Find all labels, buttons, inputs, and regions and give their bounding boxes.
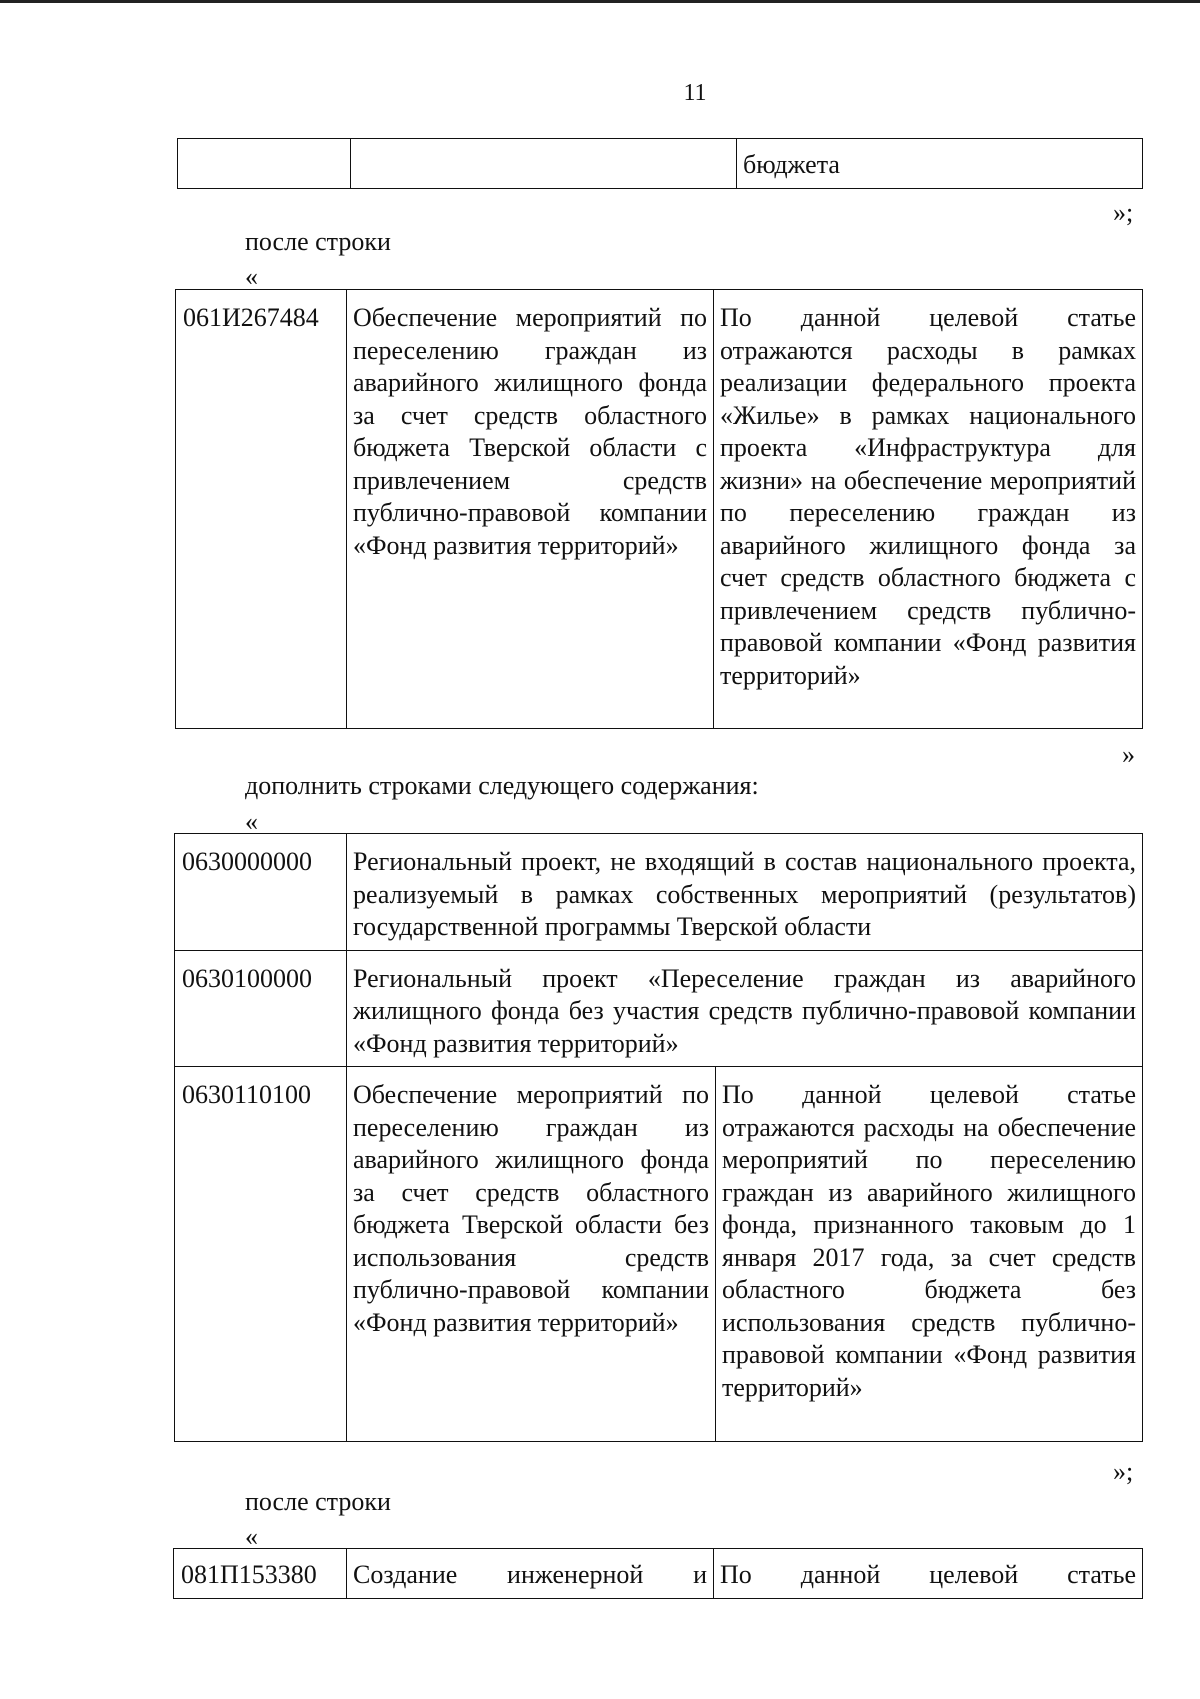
opening-quote: « <box>245 807 258 836</box>
closing-quote: » <box>1122 740 1135 769</box>
table-row <box>178 139 1143 189</box>
table-cell-name: Обеспечение мероприятий по переселению граждан из аварийного жилищного фонда за счет средств областного бюджета Тверской области с привлечением средств публично-правовой компании «Фонд развития территорий» <box>347 290 714 729</box>
table-row <box>175 950 1143 1067</box>
table-row <box>176 290 1143 729</box>
instruction-text: после строки <box>245 1487 391 1516</box>
table-cell-code: 081П153380 <box>174 1549 347 1599</box>
closing-quote: »; <box>1113 1457 1134 1486</box>
instruction-text: после строки <box>245 227 391 256</box>
opening-quote: « <box>245 1522 258 1551</box>
table-new-rows <box>174 833 1143 1442</box>
table-cell-code: 0630100000 <box>175 950 347 1067</box>
closing-quote: »; <box>1113 198 1134 227</box>
table-cell-code: 061И267484 <box>176 290 347 729</box>
table-cell-name: Региональный проект, не входящий в состав национального проекта, реализуемый в рамках собственных мероприятий (результатов) государственной программы Тверской области <box>347 834 1143 951</box>
table-cell-name <box>351 139 737 189</box>
table-cell-description: По данной целевой статье отражаются расходы на обеспечение мероприятий по переселению граждан из аварийного жилищного фонда, признанного таковым до 1 января 2017 года, за счет средств областного бюджета без использования средств публично-правовой компании «Фонд развития территорий» <box>716 1067 1143 1442</box>
table-fragment-top <box>177 138 1143 189</box>
table-row <box>175 1067 1143 1442</box>
table-cell-name: Региональный проект «Переселение граждан из аварийного жилищного фонда без участия средств публично-правовой компании «Фонд развития территорий» <box>347 950 1143 1067</box>
table-cell-name: Обеспечение мероприятий по переселению граждан из аварийного жилищного фонда за счет средств областного бюджета Тверской области без использования средств публично-правовой компании «Фонд развития территорий» <box>347 1067 716 1442</box>
table-cell-code: 0630000000 <box>175 834 347 951</box>
table-after-row <box>175 289 1143 729</box>
table-cell-description: По данной целевой статье отражаются расходы в рамках реализации федерального проекта «Жилье» в рамках национального проекта «Инфраструктура для жизни» на обеспечение мероприятий по переселению граждан из аварийного жилищного фонда за счет средств областного бюджета с привлечением средств публично-правовой компании «Фонд развития территорий» <box>714 290 1143 729</box>
page-number: 11 <box>683 80 707 106</box>
scan-edge <box>0 0 1200 3</box>
table-cell-code: 0630110100 <box>175 1067 347 1442</box>
table-cell-description: бюджета <box>737 139 1143 189</box>
opening-quote: « <box>245 262 258 291</box>
table-row <box>174 1549 1143 1599</box>
table-cell-code <box>178 139 351 189</box>
instruction-text: дополнить строками следующего содержания: <box>245 771 759 800</box>
table-fragment-bottom <box>173 1548 1143 1599</box>
table-cell-description: По данной целевой статье <box>714 1549 1143 1599</box>
table-row <box>175 834 1143 951</box>
table-cell-name: Создание инженерной и <box>347 1549 714 1599</box>
